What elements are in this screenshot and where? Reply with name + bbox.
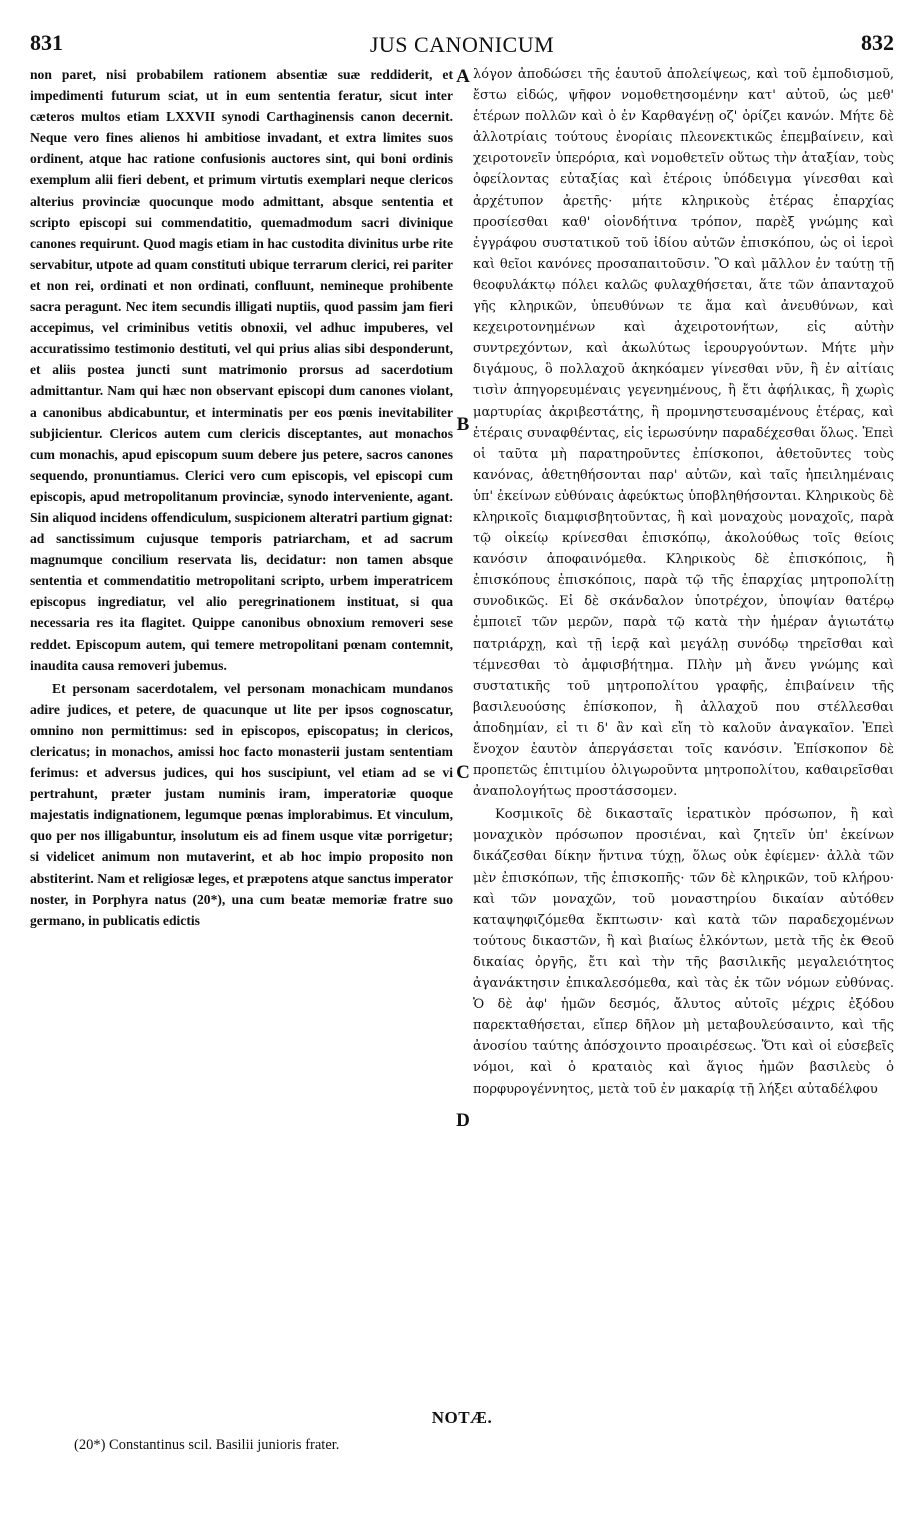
- greek-paragraph-1: λόγον ἀποδώσει τῆς ἑαυτοῦ ἀπολείψεως, καὶ τοῦ ἐμποδισμοῦ, ἔστω εἰδώς, ψῆφον νομοθετησομένην κατ' αὐτοῦ, ὡς μεθ' ἑτέρων πολλῶν καὶ ὁ ἐν Καρθαγένῃ οζ' ὁρίζει κανών. Μήτε δὲ ἀλλοτρίαις τούτους ἐνορίαις πλεονεκτικῶς ἐπεμβαίνειν, καὶ χειροτονεῖν ὑπερόρια, καὶ νομοθετεῖν οὕτως τὴν ἀταξίαν, τοὺς ὀφείλοντας εὐταξίας καὶ ἑτέροις ὑπόδειγμα γίνεσθαι καὶ ἀρχέτυπον ἀρετῆς· μήτε κληρικοὺς ἑτέρας ἐπαρχίας προσίεσθαι καθ' οἱονδήτινα τρόπον, παρὲξ γνώμης καὶ ἐγγράφου συστατικοῦ τοῦ ἰδίου αὐτῶν ἐπισκόπου, ὡς οἱ ἱεροὶ καὶ θεῖοι κανόνες προσαπαιτοῦσιν. Ὃ καὶ μᾶλλον ἐν ταύτῃ τῇ θεοφυλάκτῳ πόλει καλῶς φυλαχθήσεται, ἅτε τῶν ἁπανταχοῦ γῆς κληρικῶν, ὑπευθύνων τε ἅμα καὶ ἀνευθύνων, καὶ κεχειροτονημένων καὶ ἀχειροτονήτων, εἰς αὐτὴν συντρεχόντων, καὶ ἀκωλύτως ἱερουργούντων. Μήτε μὴν διγάμους, ὃ πολλαχοῦ ἀκηκόαμεν γίνεσθαι νῦν, ἢ ἐν αἰτίαις τισὶν ἀπηγορευμέναις γεγενημένους, ἢ ἔτι ἀφήλικας, ἢ χωρὶς μαρτυρίας ἀκριβεστάτης, ἢ προμνηστευσαμένους ἑτέρας, καὶ ἑτέραις συναφθέντας, εἰς ἱερωσύνην παραδέχεσθαι ὅλως. Ἐπεὶ οἱ ταῦτα μὴ παρατηροῦντες ἐπίσκοποι, ἀθετοῦντες τοὺς κανόνας, ἀθετηθήσονται παρ' αὐτῶν, καὶ ταῖς ἠπειλημέναις ὑπ' ἐκείνων εὐθύναις ἀφεύκτως ὑποβληθήσονται. Κληρικοὺς δὲ κληρικοῖς διαμφισβητοῦντας, ἢ καὶ μοναχοὺς μοναχοῖς, παρὰ τῷ οἰκείῳ κρίνεσθαι ἐπισκόπῳ, ἀκολούθως τοῖς θείοις κανόσιν ἀποφαινόμεθα. Κληρικοὺς δὲ ἐπισκόποις, ἢ ἐπισκόπους ἐπισκόποις, παρὰ τῷ τῆς ἐπαρχίας μητροπολίτῃ συνοδικῶς. Εἰ δὲ σκάνδαλον ὑποτρέχον, ὑποψίαν θατέρῳ ἐμποιεῖ τῶν μερῶν, παρὰ τῷ κατὰ τὴν ἡμέραν ἁγιωτάτῳ πατριάρχῃ, καὶ τῇ ἱερᾷ καὶ μεγάλῃ συνόδῳ τηρεῖσθαι καὶ τέμνεσθαι τὸ ἀμφισβήτημα. Πλὴν μὴ ἄνευ γνώμης καὶ συστατικῆς τοῦ μητροπολίτου γραφῆς, ἐπιβαίνειν τῆς βασιλευούσης ἐπίσκοπον, ἢ ἀλλαχοῦ που στέλλεσθαι ἀποδημίαν, εἰ τι δ' ἂν καὶ εἴη τὸ καλοῦν ἀναγκαῖον. Ἐπεὶ ἔνοχον ἑαυτὸν ἀπεργάσεται τοῖς κανόσιν. Ἐπίσκοπον δὲ προπετῶς ἐπιτιμίου ὀλιγωροῦντα μητροπολίτου, καθαιρεῖσθαι ἀναπολογήτως προστάσσομεν.: [473, 67, 894, 800]
- section-marker-c: C: [456, 762, 470, 783]
- page-header: [30, 30, 894, 64]
- section-marker-b: B: [456, 414, 470, 435]
- latin-paragraph-2: Et personam sacerdotalem, vel personam monachicam mundanos adire judices, et petere, de quacunque ut lite per ipsos cognoscatur, omnino non permittimus: sed in episcopos, episcopatus; in clericos, clericatus; in monachos, amissi hoc facto monasterii justam sententiam ferimus: et adversus judices, qui hos suscipiunt, vel etiam ad se vi pertrahunt, præter justam numinis iram, imperatoriæ quoque majestatis indignationem, legumque pœnas implorabimus. Et vinculum, quo per nos illigabuntur, insolutum eis ad finem usque vitæ porrigetur; si videlicet animum non mutaverint, et ab hoc impio proposito non abstiterint. Nam et religiosæ leges, et præpotens atque sanctus imperator noster, in Porphyra natus (20*), una cum beatæ memoriæ fratre suo germano, in publicatis edictis: [30, 680, 453, 928]
- section-marker-a: A: [456, 66, 470, 87]
- greek-column: [473, 64, 894, 1404]
- notes-heading: NOTÆ.: [431, 1408, 493, 1427]
- greek-paragraph-2: Κοσμικοῖς δὲ δικασταῖς ἱερατικὸν πρόσωπον, ἢ καὶ μοναχικὸν πρόσωπον προσιέναι, καὶ ζητεῖν ὑπ' ἐκείνων δικάζεσθαι δίκην ἥντινα τύχῃ, ὅλως οὐκ ἐφίεμεν· ἀλλὰ τῶν μὲν ἐπισκόπων, τῆς ἐπισκοπῆς· τῶν δὲ κληρικῶν, τοῦ κλήρου· καὶ τῶν μοναχῶν, τοῦ μοναστηρίου δικαίαν αὐτόθεν καταψηφιζόμεθα ἔκπτωσιν· καὶ κατὰ τῶν παραδεχομένων τούτους δικαστῶν, ἢ καὶ βιαίως ἑλκόντων, μετὰ τῆς ἐκ Θεοῦ δικαίας ὀργῆς, ἔτι καὶ τὴν τῆς βασιλικῆς μεγαλειότητος ἀγανάκτησιν ἐπικαλεσόμεθα, καὶ τὰς ἐκ τῶν νόμων εὐθύνας. Ὁ δὲ ἀφ' ἡμῶν δεσμός, ἄλυτος αὐτοῖς μέχρις ἐξόδου παρεκταθήσεται, εἴπερ δῆλον μὴ μεταβουλεύσαιντο, καὶ τῆς ἀνοσίου ταύτης ἀπόσχοιντο προαιρέσεως. Ὅτι καὶ οἱ εὐσεβεῖς νόμοι, καὶ ὁ κραταιὸς καὶ ἅγιος ἡμῶν βασιλεὺς ὁ πορφυρογέννητος, μετὰ τοῦ ἐν μακαρίᾳ τῇ λήξει αὐταδέλφου: [473, 807, 894, 1097]
- page-number-left: 831: [30, 30, 63, 55]
- footnote-20: (20*) Constantinus scil. Basilii junioris frater.: [74, 1437, 340, 1453]
- section-marker-d: D: [456, 1110, 470, 1131]
- latin-column: [30, 64, 453, 1404]
- page-number-right: 832: [861, 30, 894, 55]
- latin-paragraph-1: non paret, nisi probabilem rationem absentiæ suæ reddiderit, et impedimenti futurum sciat, ut in eum sententia feratur, sicut inter cæteros multos etiam LXXVII synodi Carthaginensis canon decernit. Neque vero fines alienos hi ambitiose invadant, et extra limites suos ordinent, atque hac ratione confusionis auctores sint, qui boni ordinis exemplum alii fieri debent, et primum virtutis exemplari neque clericos alterius provinciæ quocunque modo admittant, absque sententia et scripto episcopi sui commendatitio, quemadmodum sacri divinique canones requirunt. Quod magis etiam in hac custodita divinitus urbe rite servabitur, utpote ad quam constituti ubique terrarum clerici, rei pariter et non rei, ordinati et non ordinati, confluunt, nemineque prohibente sacra peragunt. Nec item secundis illigati nuptiis, quod passim jam fieri accepimus, vel criminibus vetitis obnoxii, vel adhuc impuberes, vel accuratissimo testimonio destituti, vel qui prius alias sibi desponderunt, et aliis postea juncti sunt matrimonio prorsus ad sacerdotium admittantur. Nam qui hæc non observant episcopi dum canones violant, a canonibus abdicabuntur, et interminatis per eos pœnis inevitabiliter subjicientur. Clericos autem cum clericis disceptantes, aut monachos cum monachis, apud episcopum suum debere jus petere, sacros canones sequendo, pronuntiamus. Clerici vero cum episcopis, vel episcopi cum episcopis, apud metropolitanum provinciæ, synodo interveniente, agant. Sin aliquod incidens offendiculum, suspicionem alteratri partium gignat: ad sanctissimum cujusque temporis patriarcham, et ad sacrum magnumque concilium reservata lis, decidatur: non tamen absque sententia et commendatitio metropolitani scripto, urbem imperatricem episcopus ingrediatur, vel alio peregrinationem instituat, si qua necessaria res ita flagitet. Quippe canonibus obnoxium removeri sese reddet. Episcopum autem, qui temere metropolitani pœnam contemnit, inaudita causa removeri jubemus.: [30, 67, 453, 673]
- running-title: JUS CANONICUM: [369, 32, 555, 57]
